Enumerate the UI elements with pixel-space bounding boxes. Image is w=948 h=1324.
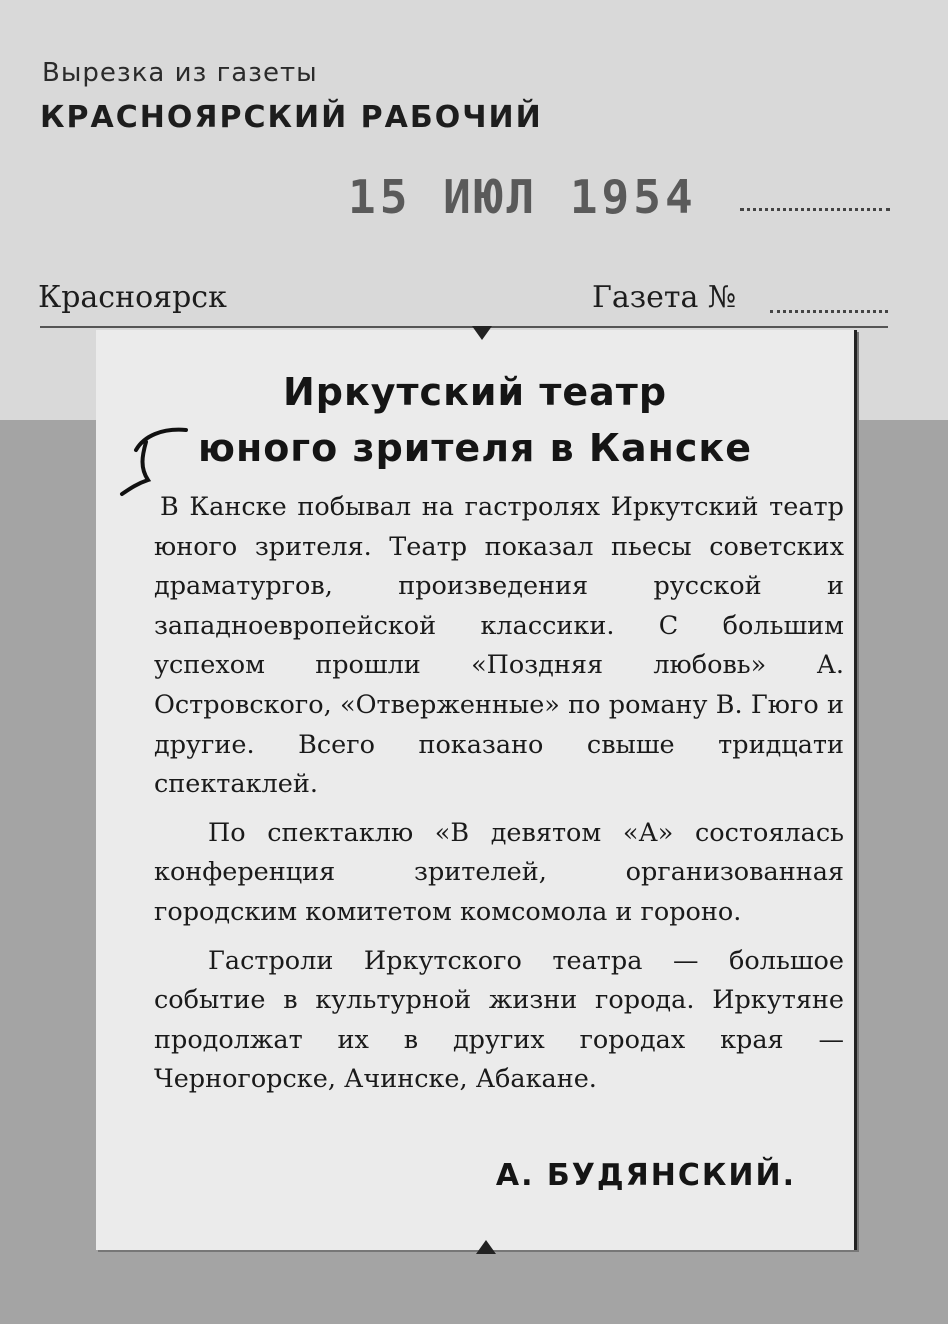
headline-line-1: Иркутский театр: [282, 370, 668, 414]
paper-number-label: Газета №: [592, 280, 737, 315]
cut-label: Вырезка из газеты: [42, 58, 318, 88]
date-stamp: 15 ИЮЛ 1954: [348, 170, 697, 224]
article-paragraph-3: Гастроли Иркутского театра — большое событие в культурной жизни города. Иркутяне продолжат их в других городах края — Черногорске, Ачинске, Абакане.: [154, 945, 844, 1095]
article-headline: [96, 364, 854, 476]
article-signature: А. БУДЯНСКИЙ.: [495, 1158, 796, 1193]
city-label: Красноярск: [38, 280, 227, 315]
article-body: [154, 488, 844, 1109]
date-fill-line: [740, 188, 890, 211]
newspaper-name: КРАСНОЯРСКИЙ РАБОЧИЙ: [40, 100, 543, 135]
form-divider: [40, 326, 888, 328]
article-paragraph-1: В Канске побывал на гастролях Иркутский театр юного зрителя. Театр показал пьесы советских драматургов, произведения русской и западноевропейской классики. С большим успехом прошли «Поздняя любовь» А. Островского, «Отверженные» по роману В. Гюго и другие. Всего показано свыше тридцати спектаклей.: [154, 492, 844, 800]
paper-number-fill-line: [770, 290, 888, 313]
headline-line-2: юного зрителя в Канске: [198, 426, 752, 470]
newspaper-clipping: [96, 330, 857, 1250]
clip-top-marker: [472, 326, 492, 340]
article-paragraph-2: По спектаклю «В девятом «А» состоялась конференция зрителей, организованная городским комитетом комсомола и гороно.: [154, 817, 844, 927]
clip-bottom-marker: [476, 1240, 496, 1254]
